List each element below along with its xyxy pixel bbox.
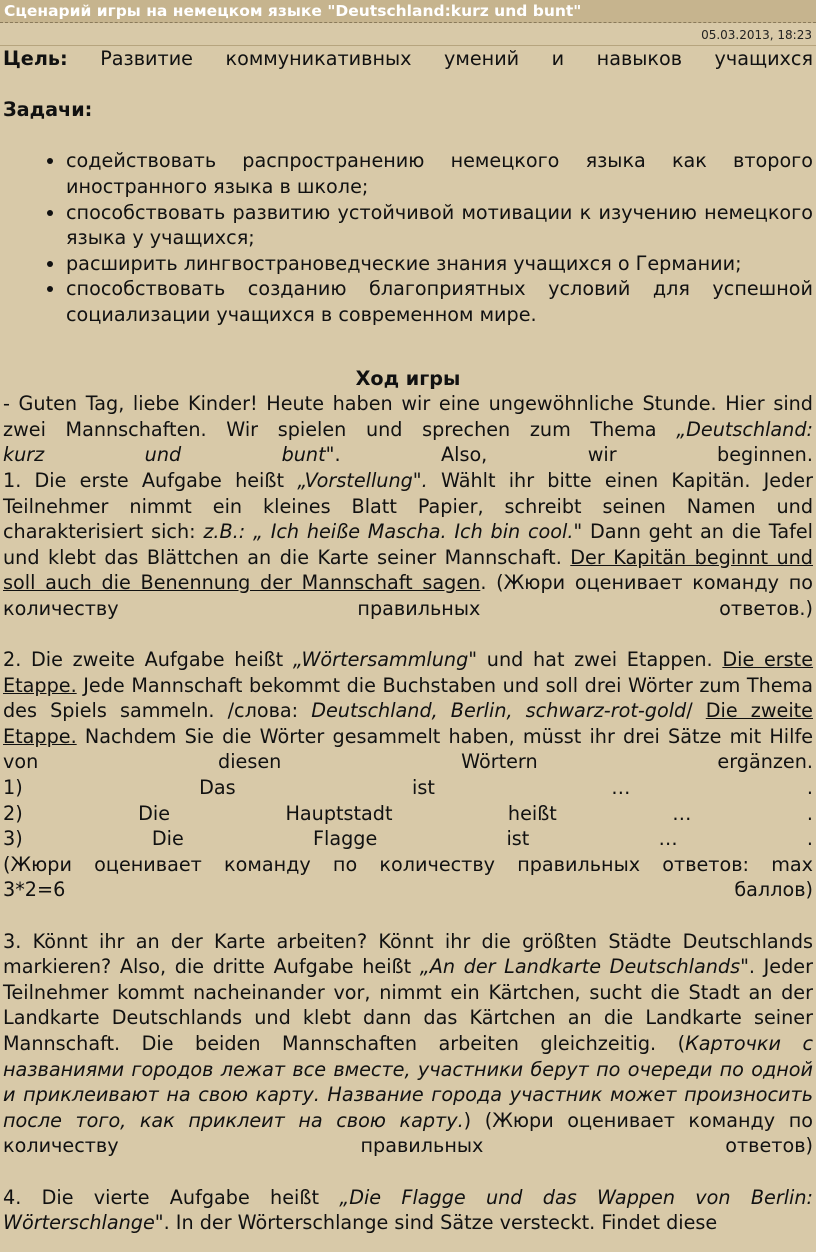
task-3-paragraph: [3, 929, 813, 1159]
task-2-text: 2. Die zweite Aufgabe heißt: [3, 648, 293, 672]
goal-paragraph: [3, 46, 813, 72]
sentence-word: Die: [138, 801, 171, 825]
intro-word: wir: [587, 443, 617, 467]
task-2-paragraph: [3, 647, 813, 775]
list-item: • способствовать созданию благоприятных условий для успешной социализации учащихся в современном мире.: [66, 276, 813, 327]
task-2-text: und hat zwei Etappen.: [477, 648, 723, 672]
sentence-word: …: [672, 801, 692, 825]
theme-word: kurz: [3, 443, 45, 467]
list-item: • способствовать развитию устойчивой мотивации к изучению немецкого языка у учащихся;: [66, 200, 813, 251]
page-title: Сценарий игры на немецком языке "Deutschland:kurz und bunt": [0, 0, 816, 23]
theme-word: und: [144, 443, 182, 467]
score-formula: 3*2=6: [3, 878, 66, 902]
sentence-word: Die: [151, 827, 184, 851]
task-3-text: . Jeder Teilnehmer kommt nacheinander vor, nimmt ein Kärtchen, sucht die Stadt an der Landkarte Deutschlands und klebt dann das Kärtchen an die Landkarte seiner Mannschaft. Die beiden Mannschaften arbeiten gleichzeitig. (: [3, 955, 813, 1055]
task-1-example: z.B.: „ Ich heiße Mascha. Ich bin cool.": [203, 520, 583, 544]
sentence-word: 1): [3, 776, 23, 800]
publish-date: 05.03.2013, 18:23: [0, 23, 816, 46]
goal-label: Цель:: [3, 47, 68, 70]
task-2-score: (Жюри оценивает команду по количеству правильных ответов: max: [3, 852, 813, 876]
task-2-text: /: [686, 699, 706, 723]
task-2-stage-1: Die erste Etappe.: [3, 648, 814, 697]
intro-word: Also,: [440, 443, 488, 467]
sentence-word: Das: [199, 776, 236, 800]
intro-word: beginnen.: [717, 443, 813, 467]
sentence-word: .: [806, 827, 813, 851]
task-1-name: „Vorstellung".: [297, 468, 428, 492]
task-1-text: . (Жюри оценивает команду по количеству правильных ответов.): [3, 571, 813, 620]
task-1-paragraph: [3, 468, 813, 622]
goal-text: Развитие коммуникативных умений и навыков учащихся: [100, 47, 813, 70]
task-4-text: . In der Wörterschlange sind Sätze versteckt. Findet diese: [163, 1211, 718, 1235]
game-intro: [3, 391, 813, 442]
sentence-word: ist: [412, 776, 435, 800]
intro-theme: „Deutschland:: [676, 417, 813, 441]
task-1-text: Wählt ihr bitte einen Kapitän. Jeder Teilnehmer nimmt ein kleines Blatt Papier, schreibt seinen Namen und charakterisiert sich:: [3, 468, 813, 544]
tasks-label: Задачи:: [3, 98, 93, 122]
sentence-word: Flagge: [312, 827, 378, 851]
task-3-note: Карточки с названиями городов лежат все вместе, участники берут по очереди по одной и приклеивают на свою карту. Название города участник может произносить после того, как приклеит на свою карту.: [3, 1031, 813, 1132]
task-2-name: „Wörtersammlung": [292, 648, 478, 672]
sentence-2: [3, 801, 813, 827]
punctuation: .: [334, 443, 341, 467]
tasks-list: [3, 148, 813, 327]
list-item: • расширить лингвострановедческие знания учащихся о Германии;: [66, 251, 813, 277]
theme-word-group: [282, 442, 341, 468]
tasks-heading: [3, 97, 813, 123]
theme-word: bunt": [281, 443, 335, 467]
task-1-text: 1. Die erste Aufgabe heißt: [3, 468, 298, 492]
sentence-word: …: [658, 827, 678, 851]
intro-text: - Guten Tag, liebe Kinder! Heute haben wir eine ungewöhnliche Stunde. Hier sind zwei Mannschaften. Wir spielen und sprechen zum Thema: [3, 392, 813, 441]
task-4-paragraph: [3, 1185, 813, 1236]
sentence-word: .: [806, 776, 813, 800]
sentence-word: …: [611, 776, 631, 800]
score-unit: баллов): [734, 878, 813, 902]
sentence-1: [3, 775, 813, 801]
task-3-text: 3. Könnt ihr an der Karte arbeiten? Könnt ihr die größten Städte Deutschlands markieren? Also, die dritte Aufgabe heißt: [3, 929, 813, 979]
task-2-score-line: [3, 877, 813, 903]
task-2-text: Nachdem Sie die Wörter gesammelt haben, müsst ihr drei Sätze mit Hilfe von diesen Wörtern ergänzen.: [3, 724, 813, 774]
task-2-text: Jede Mannschaft bekommt die Buchstaben und soll drei Wörter zum Thema des Spiels sammeln. /слова:: [3, 673, 813, 723]
game-heading: Ход игры: [355, 366, 461, 390]
sentence-word: 3): [3, 827, 23, 851]
task-3-name: „An der Landkarte Deutschlands": [419, 955, 749, 979]
task-3-text: ) (Жюри оценивает команду по количеству правильных ответов): [3, 1108, 813, 1158]
list-item: • содействовать распространению немецкого языка как второго иностранного языка в школе;: [66, 148, 813, 199]
task-2-stage-2: Die zweite Etappe.: [3, 699, 813, 748]
task-1-underlined: Der Kapitän beginnt und soll auch die Benennung der Mannschaft sagen: [3, 545, 813, 595]
sentence-word: ist: [506, 827, 530, 851]
sentence-word: .: [806, 801, 813, 825]
intro-last-line: [3, 442, 813, 468]
article-body: [0, 46, 816, 1236]
sentence-3: [3, 826, 813, 852]
sentence-word: heißt: [507, 801, 557, 825]
sentence-word: 2): [3, 801, 23, 825]
task-4-text: 4. Die vierte Aufgabe heißt: [3, 1185, 340, 1209]
sentence-word: Hauptstadt: [285, 801, 393, 825]
task-4-name: „Die Flagge und das Wappen von Berlin: Wörterschlange": [3, 1185, 813, 1235]
task-2-words: Deutschland, Berlin, schwarz-rot-gold: [311, 699, 687, 723]
task-1-text: Dann geht an die Tafel und klebt das Blättchen an die Karte seiner Mannschaft.: [3, 520, 813, 569]
